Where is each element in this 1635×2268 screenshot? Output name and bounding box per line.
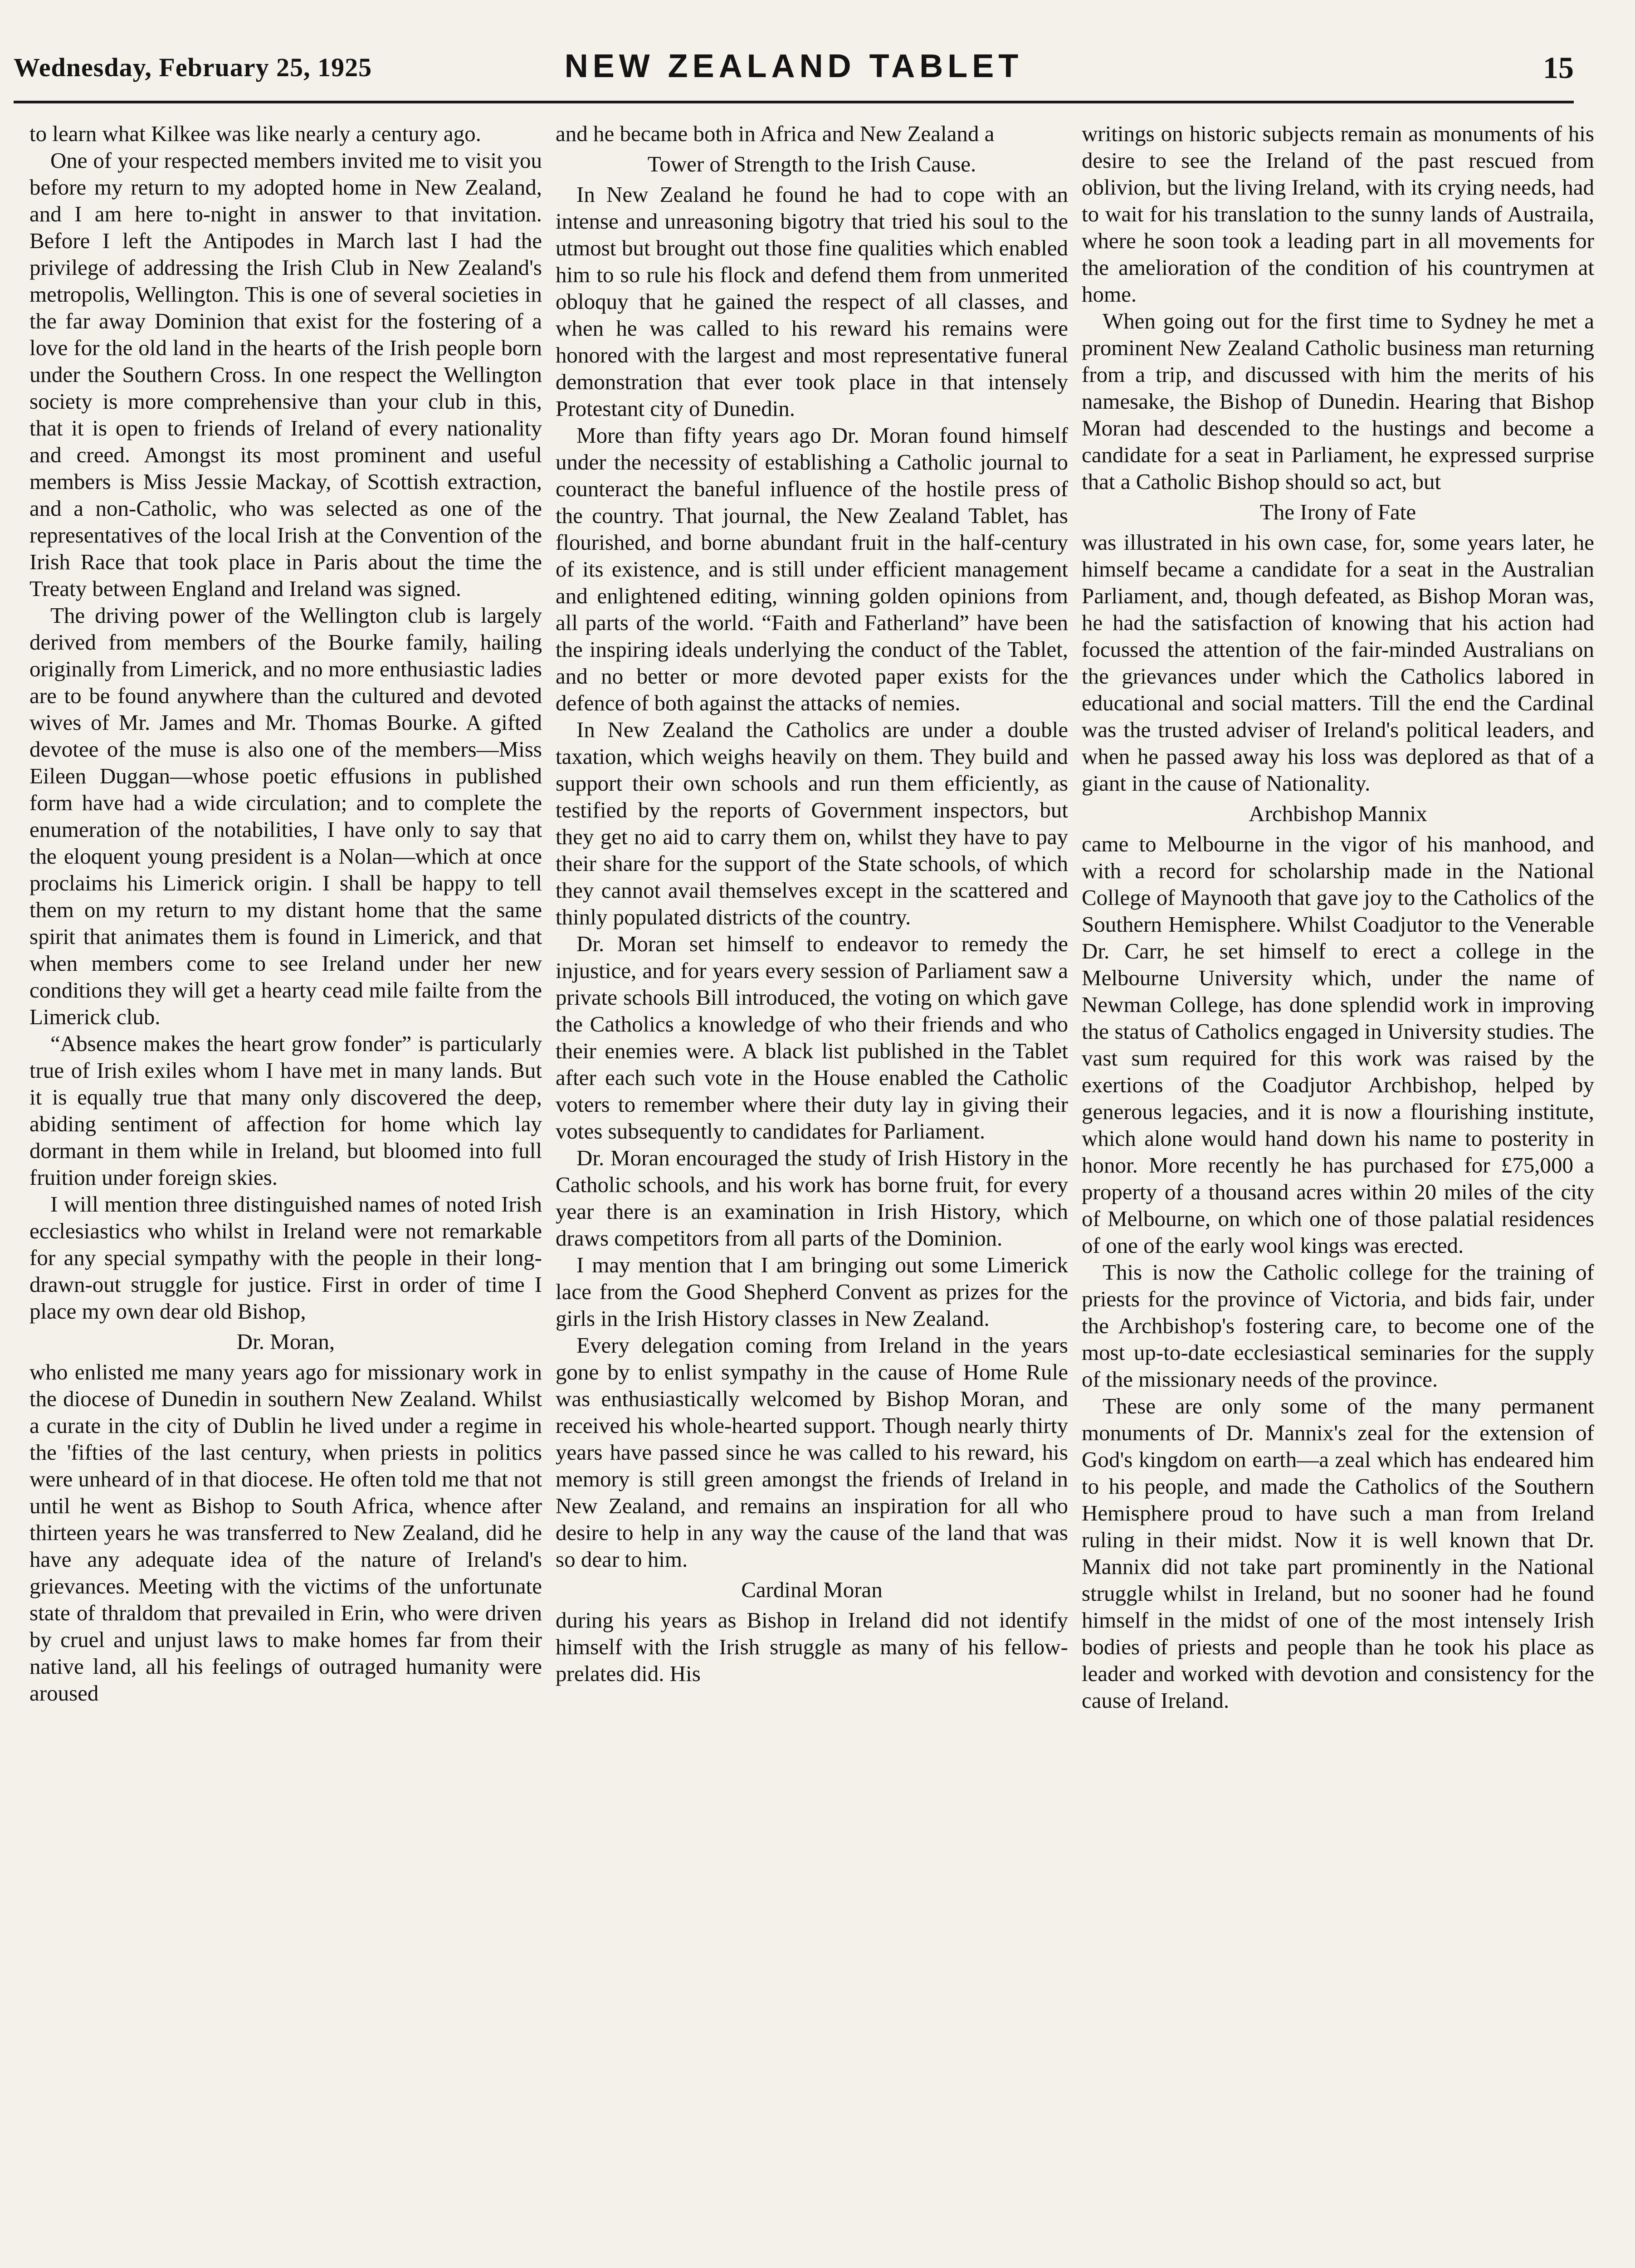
paragraph: One of your respected members invited me to visit you before my return to my adopted home in New Zealand, and I am here to-night in answer to that invitation. Before I left the Antipodes in March last I had the privilege of addressing the Irish Club in New Zealand's metropolis, Wellington. This is one of several societies in the far away Dominion that exist for the fostering of a love for the old land in the hearts of the Irish people born under the Southern Cross. In one respect the Wellington society is more comprehensive than your club in this, that it is open to friends of Ireland of every nationality and creed. Amongst its most prominent and useful members is Miss Jessie Mackay, of Scottish extraction, and a non-Catholic, who was selected as one of the representatives of the local Irish at the Convention of the Irish Race that took place in Paris about the time the Treaty between England and Ireland was signed. — [29, 148, 542, 601]
paragraph: This is now the Catholic college for the training of priests for the province of Victoria, and bids fair, under the Archbishop's fostering care, to become one of the most up-to-date ecclesiastical seminaries for the supply of the missionary needs of the province. — [1082, 1260, 1594, 1392]
column-1 — [29, 120, 542, 2207]
paragraph: writings on historic subjects remain as monuments of his desire to see the Ireland of the past rescued from oblivion, but the living Ireland, with its crying needs, had to wait for his translation to the sunny lands of Austraila, where he soon took a leading part in all movements for the amelioration of the condition of his countrymen at home. — [1082, 121, 1594, 307]
subheading: Cardinal Moran — [741, 1577, 883, 1602]
paragraph: was illustrated in his own case, for, some years later, he himself became a candidate for a seat in the Australian Parliament, and, though defeated, as Bishop Moran was, he had the satisfaction of knowing that his action had focussed the attention of the fair-minded Australians on the grievances under which the Catholics labored in educational and social matters. Till the end the Cardinal was the trusted adviser of Ireland's political leaders, and when he passed away his loss was deplored as that of a giant in the cause of Nationality. — [1082, 530, 1594, 796]
paragraph: who enlisted me many years ago for missionary work in the diocese of Dunedin in southern New Zealand. Whilst a curate in the city of Dublin he lived under a regime in the 'fifties of the last century, when priests in politics were unheard of in that diocese. He often told me that not until he went as Bishop to South Africa, whence after thirteen years he was transferred to New Zealand, did he have any adequate idea of the nature of Ireland's grievances. Meeting with the victims of the unfortunate state of thraldom that prevailed in Erin, who were driven by cruel and unjust laws to make homes far from their native land, all his feelings of outraged humanity were aroused — [29, 1359, 542, 1706]
page-number: 15 — [1543, 50, 1574, 85]
subheading: Dr. Moran, — [236, 1329, 335, 1354]
subheading: Archbishop Mannix — [1249, 801, 1427, 826]
paragraph: to learn what Kilkee was like nearly a century ago. — [29, 121, 481, 146]
paragraph: and he became both in Africa and New Zealand a — [556, 121, 995, 146]
subheading: The Irony of Fate — [1259, 499, 1416, 524]
paragraph: I will mention three distinguished names of noted Irish ecclesiastics who whilst in Ireland were not remarkable for any special sympathy with the people in their long-drawn-out struggle for justice. First in order of time I place my own dear old Bishop, — [29, 1192, 542, 1324]
header-rule — [14, 101, 1574, 103]
paragraph: Dr. Moran set himself to endeavor to remedy the injustice, and for years every session of Parliament saw a private schools Bill introduced, the voting on which gave the Catholics a knowledge of who their friends and who their enemies were. A black list published in the Tablet after each such vote in the House enabled the Catholic voters to remember where their duty lay in giving their votes subsequently to candidates for Parliament. — [556, 931, 1068, 1144]
paragraph: Dr. Moran encouraged the study of Irish History in the Catholic schools, and his work has borne fruit, for every year there is an examination in Irish History, which draws competitors from all parts of the Dominion. — [556, 1145, 1068, 1251]
paragraph: The driving power of the Wellington club is largely derived from members of the Bourke family, hailing originally from Limerick, and no more enthusiastic ladies are to be found anywhere than the cultured and devoted wives of Mr. James and Mr. Thomas Bourke. A gifted devotee of the muse is also one of the members—Miss Eileen Duggan—whose poetic effusions in published form have had a wide circulation; and to complete the enumeration of the notabilities, I have only to say that the eloquent young president is a Nolan—which at once proclaims his Limerick origin. I shall be happy to tell them on my return to my distant home that the same spirit that animates them is found in Limerick, and that when members come to see Ireland under her new conditions they will get a hearty cead mile failte from the Limerick club. — [29, 603, 542, 1029]
page-header — [14, 43, 1574, 98]
paragraph: In New Zealand he found he had to cope with an intense and unreasoning bigotry that tried his soul to the utmost but brought out those fine qualities which enabled him to so rule his flock and defend them from unmerited obloquy that he gained the respect of all classes, and when he was called to his reward his remains were honored with the largest and most representative funeral demonstration that ever took place in that intensely Protestant city of Dunedin. — [556, 182, 1068, 421]
paragraph: came to Melbourne in the vigor of his manhood, and with a record for scholarship made in the National College of Maynooth that gave joy to the Catholics of the Southern Hemisphere. Whilst Coadjutor to the Venerable Dr. Carr, he set himself to erect a college in the Melbourne University which, under the name of Newman College, has done splendid work in improving the status of Catholics engaged in University studies. The vast sum required for this work was raised by the exertions of the Coadjutor Archbishop, helped by generous legacies, and it is now a flourishing institute, which alone would hand down his name to posterity in honor. More recently he has purchased for £75,000 a property of a thousand acres within 20 miles of the city of Melbourne, on which one of those palatial residences of one of the early wool kings was erected. — [1082, 831, 1594, 1258]
column-3 — [1082, 120, 1594, 2207]
paragraph: In New Zealand the Catholics are under a double taxation, which weighs heavily on them. They build and support their own schools and run them efficiently, as testified by the reports of Government inspectors, but they get no aid to carry them on, whilst they have to pay their share for the support of the State schools, of which they cannot avail themselves except in the scattered and thinly populated districts of the country. — [556, 717, 1068, 929]
issue-date: Wednesday, February 25, 1925 — [14, 53, 372, 82]
paragraph: “Absence makes the heart grow fonder” is particularly true of Irish exiles whom I have met in many lands. But it is equally true that many only discovered the deep, abiding sentiment of affection for home which lay dormant in them while in Ireland, but bloomed into full fruition under foreign skies. — [29, 1031, 542, 1190]
paragraph: These are only some of the many permanent monuments of Dr. Mannix's zeal for the extension of God's kingdom on earth—a zeal which has endeared him to his people, and made the Catholics of the Southern Hemisphere proud to have such a man from Ireland ruling in their midst. Now it is well known that Dr. Mannix did not take part prominently in the National struggle whilst in Ireland, but no sooner had he found himself in the midst of one of the most intensely Irish bodies of priests and people than he took his place as leader and worked with devotion and consistency for the cause of Ireland. — [1082, 1393, 1594, 1713]
paragraph: More than fifty years ago Dr. Moran found himself under the necessity of establishing a Catholic journal to counteract the baneful influence of the hostile press of the country. That journal, the New Zealand Tablet, has flourished, and borne abundant fruit in the half-century of its existence, and is still under efficient management and enlightened editing, winning golden opinions from all parts of the world. “Faith and Fatherland” have been the inspiring ideals underlying the conduct of the Tablet, and no better or more devoted paper exists for the defence of both against the attacks of nemies. — [556, 423, 1068, 715]
paragraph: I may mention that I am bringing out some Limerick lace from the Good Shepherd Convent as prizes for the girls in the Irish History classes in New Zealand. — [556, 1252, 1068, 1331]
column-2 — [556, 120, 1068, 2207]
masthead-title: NEW ZEALAND TABLET — [564, 48, 1023, 84]
paragraph: during his years as Bishop in Ireland did not identify himself with the Irish struggle as many of his fellow-prelates did. His — [556, 1608, 1068, 1686]
subheading: Tower of Strength to the Irish Cause. — [647, 152, 976, 176]
paragraph: When going out for the first time to Sydney he met a prominent New Zealand Catholic business man returning from a trip, and discussed with him the merits of his namesake, the Bishop of Dunedin. Hearing that Bishop Moran had descended to the hustings and become a candidate for a seat in Parliament, he expressed surprise that a Catholic Bishop should so act, but — [1082, 308, 1594, 494]
paragraph: Every delegation coming from Ireland in the years gone by to enlist sympathy in the cause of Home Rule was enthusiastically welcomed by Bishop Moran, and received his whole-hearted support. Though nearly thirty years have passed since he was called to his reward, his memory is still green amongst the friends of Ireland in New Zealand, and remains an inspiration for all who desire to help in any way the cause of the land that was so dear to him. — [556, 1333, 1068, 1572]
